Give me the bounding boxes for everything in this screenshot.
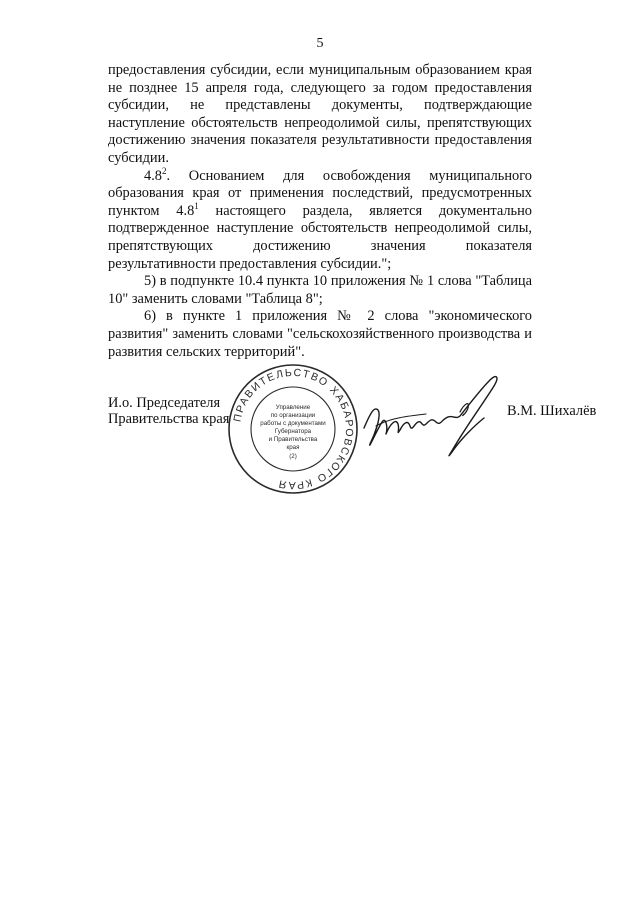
seal-center-line: Управление	[275, 404, 311, 411]
document-body	[108, 62, 532, 361]
official-seal	[226, 362, 360, 496]
paragraph-subsidy-deadline: предоставления субсидии, если муниципальным образованием края не позднее 15 апреля года, следующего за годом предоставления субсидии, не представлены документы, подтверждающие наступление обстоятельств непреодолимой силы, препятствующих достижению значения показателя результативности предоставления субсидии.	[108, 62, 532, 166]
paragraph-item-6: 6) в пункте 1 приложения № 2 слова "экономического развития" заменить словами "сельскохозяйственного производства и развития сельских территорий".	[108, 308, 532, 360]
clause-number: 4.8	[144, 167, 162, 184]
position-line: Правительства края	[108, 411, 230, 427]
seal-center-line: Губернатора	[274, 428, 312, 435]
page-number: 5	[316, 36, 324, 51]
clause-text-part2: настоящего раздела, является документально подтвержденное наступление обстоятельств непреодолимой силы, препятствующих достижению значения показателя результативности предоставления субсидии.";	[108, 202, 532, 272]
seal-ring-text: ПРАВИТЕЛЬСТВО ХАБАРОВСКОГО КРАЯ	[231, 366, 356, 492]
signatory-name: В.М. Шихалёв	[507, 403, 597, 419]
seal-center-line: работы с документами	[260, 420, 326, 427]
clause-text-part1: . Основанием для освобождения муниципального образования края от применения последствий, предусмотренных пунктом 4.8	[108, 167, 532, 219]
signatory-position	[108, 395, 229, 427]
position-line: И.о. Председателя	[108, 395, 221, 411]
seal-center-line: края	[286, 444, 300, 451]
paragraph-item-5: 5) в подпункте 10.4 пункта 10 приложения № 1 слова "Таблица 10" заменить словами "Таблица 8";	[108, 273, 532, 307]
handwritten-signature	[356, 366, 506, 466]
superscript: 2	[162, 165, 167, 176]
paragraph-4-8-2	[108, 165, 532, 274]
seal-center-line: и Правительства	[268, 436, 318, 443]
superscript: 1	[194, 200, 199, 211]
seal-center-line: по организации	[270, 412, 316, 419]
seal-number: (2)	[289, 453, 297, 460]
